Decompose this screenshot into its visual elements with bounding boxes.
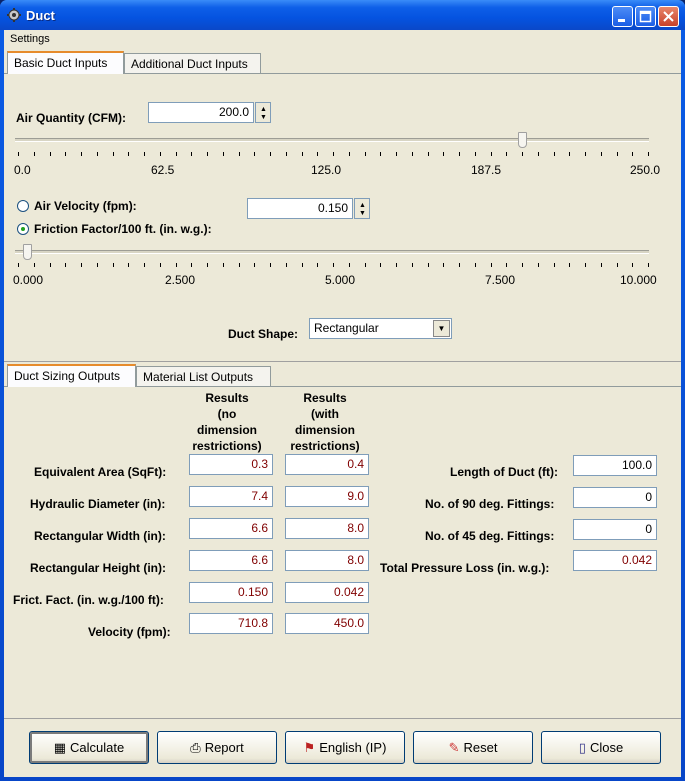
slider-tick	[97, 152, 98, 156]
slider-tick	[223, 263, 224, 267]
aq-scale-2: 125.0	[311, 163, 342, 177]
tab-basic-duct-inputs[interactable]: Basic Duct Inputs	[7, 51, 124, 74]
friction-factor-no-restr: 0.150	[189, 582, 273, 603]
report-label: Report	[204, 740, 244, 755]
col1-head-line: restrictions)	[192, 439, 262, 453]
calculate-button[interactable]	[29, 731, 149, 764]
calculator-icon: ▦	[53, 740, 67, 755]
slider-tick	[50, 263, 51, 267]
close-icon	[659, 7, 678, 26]
report-button[interactable]	[157, 731, 277, 764]
equivalent-area-with-restr: 0.4	[285, 454, 369, 475]
fittings-45-input[interactable]: 0	[573, 519, 657, 540]
slider-tick	[601, 152, 602, 156]
slider-tick	[538, 263, 539, 267]
title-bar[interactable]	[0, 0, 685, 30]
slider-tick	[491, 152, 492, 156]
spin-up-icon: ▲	[359, 202, 366, 209]
slider-tick	[522, 152, 523, 156]
slider-tick	[191, 152, 192, 156]
duct-shape-value: Rectangular	[314, 321, 379, 335]
hydraulic-diameter-no-restr: 7.4	[189, 486, 273, 507]
total-pressure-loss-label: Total Pressure Loss (in. w.g.):	[380, 561, 550, 575]
units-button[interactable]	[285, 731, 405, 764]
units-label: English (IP)	[319, 740, 387, 755]
slider-tick	[428, 152, 429, 156]
slider-tick	[554, 152, 555, 156]
friction-slider-thumb[interactable]	[23, 244, 32, 260]
ff-scale-3: 7.500	[485, 273, 516, 287]
slider-tick	[191, 263, 192, 267]
slider-tick	[506, 152, 507, 156]
length-of-duct-input[interactable]: 100.0	[573, 455, 657, 476]
fittings-45-label: No. of 45 deg. Fittings:	[425, 529, 555, 543]
slider-tick	[81, 263, 82, 267]
slider-tick	[365, 152, 366, 156]
slider-tick	[333, 263, 334, 267]
minimize-button[interactable]	[612, 6, 633, 27]
hydraulic-diameter-with-restr: 9.0	[285, 486, 369, 507]
slider-tick	[491, 263, 492, 267]
tab-additional-duct-inputs[interactable]: Additional Duct Inputs	[124, 53, 261, 73]
mode-value-spinner[interactable]	[354, 198, 370, 219]
ff-scale-2: 5.000	[325, 273, 356, 287]
slider-tick	[380, 263, 381, 267]
slider-tick	[349, 152, 350, 156]
slider-tick	[286, 152, 287, 156]
slider-tick	[396, 263, 397, 267]
spin-down-icon: ▼	[260, 114, 267, 121]
tab-material-list-outputs[interactable]: Material List Outputs	[136, 366, 271, 386]
row-label-equivalent-area: Equivalent Area (SqFt):	[34, 465, 167, 479]
chevron-down-icon[interactable]: ▼	[433, 320, 450, 337]
slider-tick	[113, 263, 114, 267]
slider-tick	[81, 152, 82, 156]
air-velocity-radio[interactable]	[17, 200, 29, 212]
row-label-friction-factor: Frict. Fact. (in. w.g./100 ft):	[13, 593, 164, 607]
slider-tick	[317, 263, 318, 267]
slider-tick	[239, 152, 240, 156]
friction-factor-with-restr: 0.042	[285, 582, 369, 603]
col1-head-line: (no	[217, 407, 237, 421]
maximize-icon	[636, 7, 655, 26]
slider-tick	[365, 263, 366, 267]
slider-tick	[632, 152, 633, 156]
air-quantity-slider-thumb[interactable]	[518, 132, 527, 148]
col2-head-line: restrictions)	[290, 439, 360, 453]
rect-width-no-restr: 6.6	[189, 518, 273, 539]
slider-tick	[65, 152, 66, 156]
duct-shape-select[interactable]	[309, 318, 452, 339]
slider-tick	[585, 263, 586, 267]
slider-tick	[601, 263, 602, 267]
slider-tick	[428, 263, 429, 267]
total-pressure-loss-output: 0.042	[573, 550, 657, 571]
client-area	[4, 30, 681, 777]
output-tabs	[7, 364, 667, 386]
slider-tick	[475, 263, 476, 267]
slider-tick	[443, 263, 444, 267]
window-title: Duct	[26, 8, 55, 23]
slider-tick	[569, 263, 570, 267]
slider-tick	[160, 263, 161, 267]
close-label: Close	[589, 740, 624, 755]
slider-tick	[144, 263, 145, 267]
slider-tick	[34, 152, 35, 156]
velocity-with-restr: 450.0	[285, 613, 369, 634]
reset-button[interactable]	[413, 731, 533, 764]
equivalent-area-no-restr: 0.3	[189, 454, 273, 475]
slider-tick	[632, 263, 633, 267]
col-header-with-restrictions	[283, 390, 367, 454]
aq-scale-0: 0.0	[14, 163, 31, 177]
slider-tick	[302, 263, 303, 267]
col2-head-line: Results	[303, 391, 347, 405]
slider-tick	[18, 263, 19, 267]
rect-height-with-restr: 8.0	[285, 550, 369, 571]
rect-height-no-restr: 6.6	[189, 550, 273, 571]
slider-tick	[585, 152, 586, 156]
slider-tick	[506, 263, 507, 267]
maximize-button[interactable]	[635, 6, 656, 27]
menu-settings[interactable]: Settings	[10, 33, 50, 45]
spin-up-icon: ▲	[260, 106, 267, 113]
spin-down-icon: ▼	[359, 210, 366, 217]
ff-scale-4: 10.000	[620, 273, 657, 287]
slider-tick	[50, 152, 51, 156]
slider-tick	[475, 152, 476, 156]
row-label-velocity: Velocity (fpm):	[88, 625, 171, 639]
slider-tick	[443, 152, 444, 156]
slider-tick	[459, 263, 460, 267]
minimize-icon	[613, 7, 632, 26]
aq-scale-1: 62.5	[151, 163, 175, 177]
row-label-rect-width: Rectangular Width (in):	[34, 529, 166, 543]
friction-factor-label: Friction Factor/100 ft. (in. w.g.):	[34, 222, 212, 236]
slider-tick	[286, 263, 287, 267]
tab-duct-sizing-outputs[interactable]: Duct Sizing Outputs	[7, 364, 136, 387]
slider-tick	[317, 152, 318, 156]
slider-tick	[239, 263, 240, 267]
fittings-90-label: No. of 90 deg. Fittings:	[425, 497, 555, 511]
duct-shape-label: Duct Shape:	[228, 327, 299, 341]
section-divider	[4, 361, 681, 362]
slider-tick	[349, 263, 350, 267]
rect-width-with-restr: 8.0	[285, 518, 369, 539]
slider-tick	[270, 152, 271, 156]
slider-tick	[617, 263, 618, 267]
velocity-no-restr: 710.8	[189, 613, 273, 634]
aq-scale-4: 250.0	[630, 163, 661, 177]
slider-tick	[412, 152, 413, 156]
slider-tick	[538, 152, 539, 156]
gear-icon	[7, 8, 21, 22]
fittings-90-input[interactable]: 0	[573, 487, 657, 508]
slider-tick	[128, 152, 129, 156]
menu-bar	[4, 30, 681, 48]
air-quantity-slider-track[interactable]	[15, 138, 649, 142]
printer-icon: ⎙	[190, 740, 201, 755]
col-header-no-restrictions	[187, 390, 267, 454]
slider-tick	[333, 152, 334, 156]
col2-head-line: (with	[311, 407, 339, 421]
col1-head-line: Results	[205, 391, 249, 405]
col2-head-line: dimension	[294, 423, 355, 437]
slider-tick	[18, 152, 19, 156]
ff-scale-0: 0.000	[13, 273, 44, 287]
slider-tick	[396, 152, 397, 156]
air-velocity-label: Air Velocity (fpm):	[34, 199, 137, 213]
col1-head-line: dimension	[196, 423, 257, 437]
flag-icon: ⚑	[303, 740, 316, 755]
slider-tick	[380, 152, 381, 156]
slider-tick	[412, 263, 413, 267]
length-of-duct-label: Length of Duct (ft):	[450, 465, 558, 479]
reset-label: Reset	[463, 740, 498, 755]
friction-slider-track[interactable]	[15, 250, 649, 254]
slider-tick	[270, 263, 271, 267]
slider-tick	[144, 152, 145, 156]
slider-tick	[160, 152, 161, 156]
eraser-icon: ✎	[448, 740, 460, 755]
air-quantity-input[interactable]: 200.0	[148, 102, 254, 123]
friction-factor-radio[interactable]	[17, 223, 29, 235]
slider-tick	[648, 152, 649, 156]
air-quantity-spinner[interactable]	[255, 102, 271, 123]
slider-tick	[128, 263, 129, 267]
slider-tick	[207, 263, 208, 267]
ff-scale-1: 2.500	[165, 273, 196, 287]
close-button[interactable]	[541, 731, 661, 764]
slider-tick	[569, 152, 570, 156]
slider-tick	[302, 152, 303, 156]
mode-value-input[interactable]: 0.150	[247, 198, 353, 219]
row-label-hydraulic-diameter: Hydraulic Diameter (in):	[30, 497, 166, 511]
input-tabs	[7, 51, 667, 73]
window-close-button[interactable]	[658, 6, 679, 27]
door-icon: ▯	[578, 740, 586, 755]
slider-tick	[459, 152, 460, 156]
row-label-rect-height: Rectangular Height (in):	[30, 561, 167, 575]
slider-tick	[254, 263, 255, 267]
slider-tick	[97, 263, 98, 267]
slider-tick	[34, 263, 35, 267]
slider-tick	[176, 152, 177, 156]
slider-tick	[65, 263, 66, 267]
slider-tick	[223, 152, 224, 156]
slider-tick	[522, 263, 523, 267]
calculate-label: Calculate	[70, 740, 125, 755]
slider-tick	[617, 152, 618, 156]
aq-scale-3: 187.5	[471, 163, 502, 177]
button-bar-divider	[4, 718, 681, 719]
slider-tick	[113, 152, 114, 156]
slider-tick	[254, 152, 255, 156]
slider-tick	[176, 263, 177, 267]
slider-tick	[648, 263, 649, 267]
slider-tick	[207, 152, 208, 156]
slider-tick	[554, 263, 555, 267]
air-quantity-label: Air Quantity (CFM):	[16, 111, 126, 125]
